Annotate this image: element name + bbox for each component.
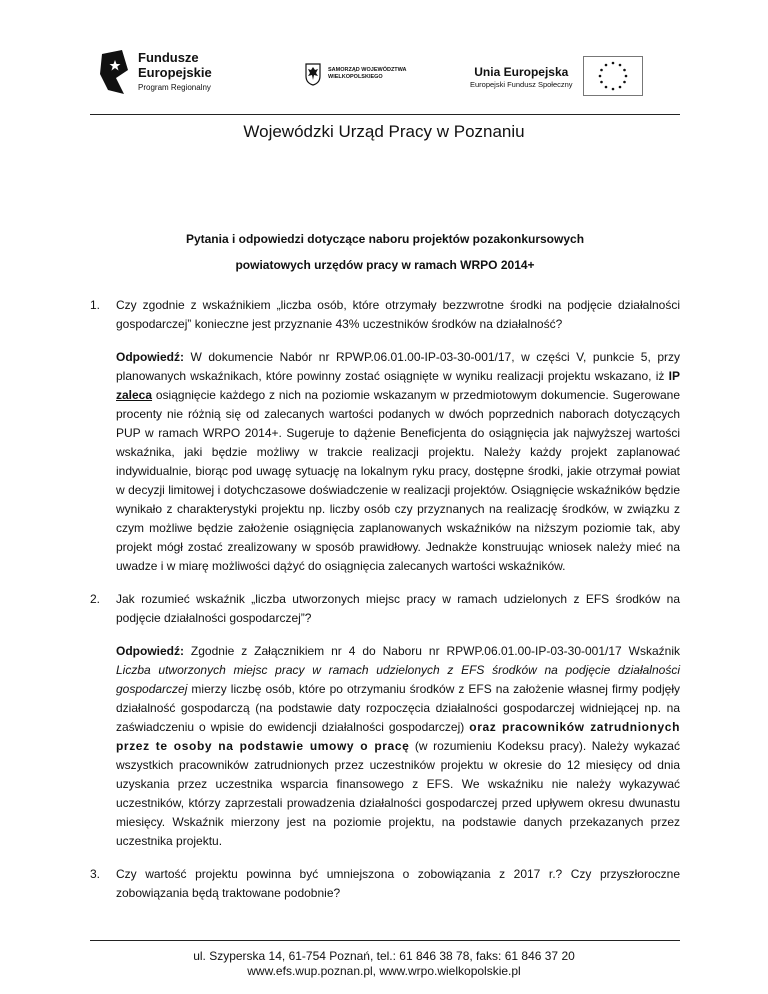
question-number: 1.: [90, 298, 101, 312]
subject-line1: Pytania i odpowiedzi dotyczące naboru projektów pozakonkursowych: [185, 232, 585, 246]
answer-bold-part: oraz pracowników zatrudnionych przez te osoby na podstawie umowy o pracę: [116, 720, 680, 753]
fe-logo-line1: Fundusze: [138, 49, 199, 65]
question-2: [90, 590, 680, 628]
fe-logo-line3: Program Regionalny: [138, 82, 211, 92]
fe-star-icon: [98, 48, 132, 96]
answer-text-part: (w rozumieniu Kodeksu pracy). Należy wykazać wszystkich pracowników zatrudnionych przez uczestników projektu w okresie do 12 miesięcy od dnia uzyskania przez uczestnika wsparcia finansowego z EFS. We wskaźniku nie należy wykazywać uczestników, którzy zaprzestali prowadzenia działalności gospodarczej przed upływem okresu dwunastu miesięcy. Wskaźnik mierzony jest na poziomie projektu, na podstawie danych przekazanych przez uczestnika projektu.: [116, 739, 680, 848]
qa-content: [90, 296, 680, 903]
eu-flag-icon: [583, 56, 643, 96]
subject-line2: powiatowych urzędów pracy w ramach WRPO 2014+: [235, 258, 535, 272]
footer-websites: www.efs.wup.poznan.pl, www.wrpo.wielkopolskie.pl: [247, 964, 521, 978]
eu-logo-line1: Unia Europejska: [474, 64, 569, 79]
answer-2: [90, 642, 680, 851]
question-text: Czy zgodnie z wskaźnikiem „liczba osób, które otrzymały bezzwrotne środki na podjęcie działalności gospodarczej” konieczne jest przyznanie 43% uczestników środków na działalność?: [116, 298, 680, 331]
answer-text-part: osiągnięcie każdego z nich na poziomie wskazanym w przedmiotowym dokumencie. Sugerowane procenty nie różnią się od zalecanych wartości podanych w dwóch poprzednich naborach dotyczących PUP w ramach WRPO 2014+. Sugeruje to dążenie Beneficjenta do osiągnięcia jak najwyższej wartości wskaźnika, jaki będzie możliwy w trakcie realizacji projektu. Należy każdy projekt zaplanować indywidualnie, biorąc pod uwagę sytuację na lokalnym ryku pracy, dostępne środki, jakie otrzymał powiat w decyzji limitowej i dotychczasowe doświadczenie w realizacji projektów. Osiągnięcie wskaźników będzie wynikało z charakterystyki projektu np. liczby osób czy przyznanych na realizację środków, w związku z czym możliwe będzie założenie osiągnięcia zaplanowanych wskaźników na niższym poziomie tak, aby projekt mógł zostać zrealizowany w sposób prawidłowy. Jednakże konstruując wniosek należy mieć na uwadze i w miarę możliwości dążyć do osiągnięcia zalecanych wartości wskaźników.: [116, 388, 680, 573]
sw-logo-line2: WIELKOPOLSKIEGO: [328, 74, 383, 80]
answer-label: Odpowiedź:: [116, 644, 184, 658]
sw-logo-line1: SAMORZĄD WOJEWÓDZTWA: [328, 67, 407, 73]
fe-logo-line2: Europejskie: [138, 64, 212, 80]
answer-1: [90, 348, 680, 576]
eagle-crest-icon: [304, 62, 322, 86]
answer-text-part: Zgodnie z Załącznikiem nr 4 do Naboru nr RPWP.06.01.00-IP-03-30-001/17 Wskaźnik: [184, 644, 680, 658]
question-number: 2.: [90, 592, 101, 606]
office-title: Wojewódzki Urząd Pracy w Poznaniu: [243, 122, 525, 141]
question-number: 3.: [90, 867, 101, 881]
header-logos: [90, 42, 690, 112]
document-subject: [90, 226, 680, 278]
question-text: Czy wartość projektu powinna być umniejszona o zobowiązania z 2017 r.? Czy przyszłoroczne zobowiązania będą traktowane podobnie?: [116, 867, 680, 900]
fundusze-europejskie-logo: [98, 48, 212, 96]
answer-text-part: W dokumencie Nabór nr RPWP.06.01.00-IP-03-30-001/17, w części V, punkcie 5, przy planowanych wskaźnikach, które powinny zostać osiągnięte w wyniku realizacji projektu wskazano, iż: [116, 350, 680, 383]
answer-zaleca: zaleca: [116, 388, 153, 402]
question-text: Jak rozumieć wskaźnik „liczba utworzonych miejsc pracy w ramach udzielonych z EFS środków na podjęcie działalności gospodarczej”?: [116, 592, 680, 625]
eu-logo-line2: Europejski Fundusz Społeczny: [470, 79, 573, 89]
eu-logo: [470, 56, 643, 96]
question-1: [90, 296, 680, 334]
footer: [0, 949, 768, 979]
samorzad-logo: [304, 62, 407, 86]
answer-text-part: mierzy liczbę osób, które po otrzymaniu środków z EFS na założenie własnej firmy podjęły działalność gospodarczą (na podstawie daty rozpoczęcia działalności gospodarczej widniejącej np. na zaświadczeniu o wpisie do ewidencji działalności gospodarczej): [116, 682, 680, 734]
answer-label: Odpowiedź:: [116, 350, 184, 364]
answer-italic-indicator: Liczba utworzonych miejsc pracy w ramach udzielonych z EFS środków na podjęcie działalności gospodarczej: [116, 663, 680, 696]
footer-address: ul. Szyperska 14, 61-754 Poznań, tel.: 61 846 38 78, faks: 61 846 37 20: [193, 949, 575, 963]
answer-ip: IP: [668, 369, 680, 383]
question-3: [90, 865, 680, 903]
header-divider: [90, 114, 680, 115]
footer-divider: [90, 940, 680, 941]
